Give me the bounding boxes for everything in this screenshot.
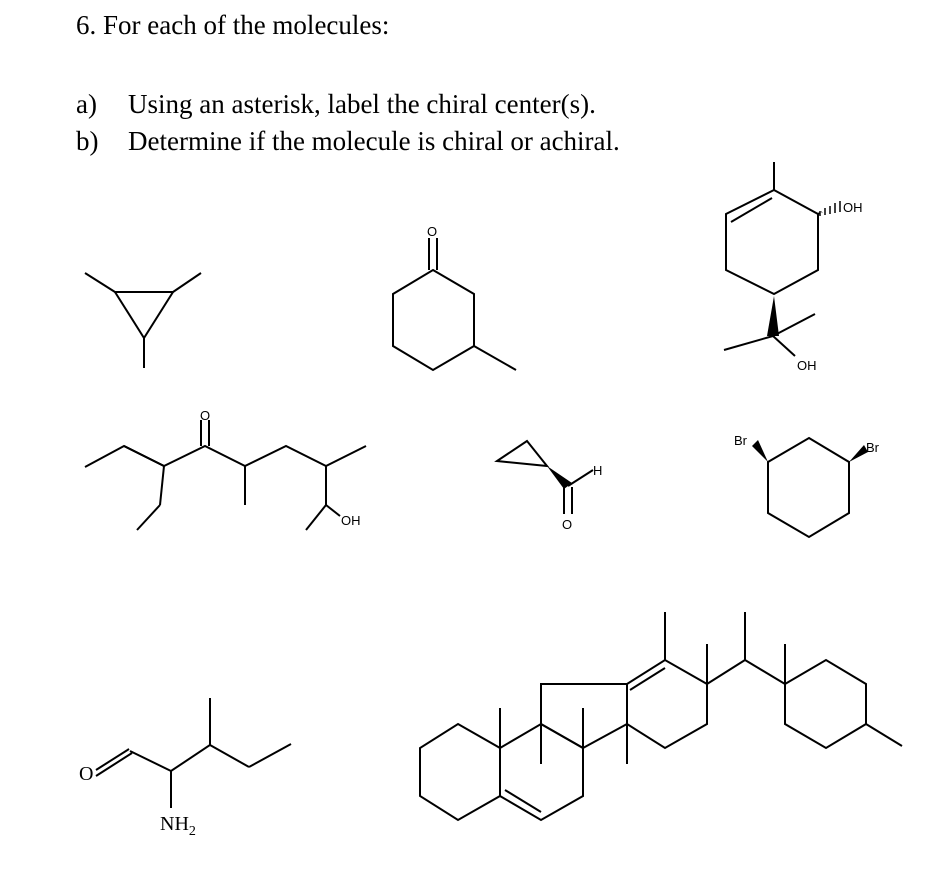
molecule-cyclohexenol (724, 162, 863, 373)
atom-o: O (79, 763, 94, 785)
part-a-label: a) (76, 89, 97, 119)
atom-br: Br (866, 440, 879, 455)
part-b-text: Determine if the molecule is chiral or achiral. (128, 126, 620, 156)
atom-nh2: $NH_2$ (160, 813, 196, 839)
question-title: 6. For each of the molecules: (76, 10, 390, 40)
molecule-methylcyclohexanone (393, 224, 516, 370)
molecule-cyclopropanecarbaldehyde (497, 441, 602, 532)
atom-o: O (427, 224, 438, 239)
hashed-bond (820, 201, 840, 216)
part-a-text: Using an asterisk, label the chiral center(s). (128, 89, 596, 119)
atom-oh: OH (843, 200, 863, 215)
atom-oh: OH (341, 513, 361, 528)
atom-h: H (593, 463, 603, 478)
atom-o: O (200, 408, 211, 423)
molecule-polycyclic (420, 612, 902, 820)
molecule-cyclopropane-trimethyl (85, 273, 201, 368)
molecule-aminoaldehyde (79, 698, 291, 839)
part-b-label: b) (76, 126, 99, 156)
molecule-dibromocyclohexane (734, 433, 880, 537)
molecule-branched-ketone-alcohol (85, 408, 366, 530)
atom-br: Br (734, 433, 747, 448)
atom-o: O (562, 517, 573, 532)
atom-oh: OH (797, 358, 817, 373)
